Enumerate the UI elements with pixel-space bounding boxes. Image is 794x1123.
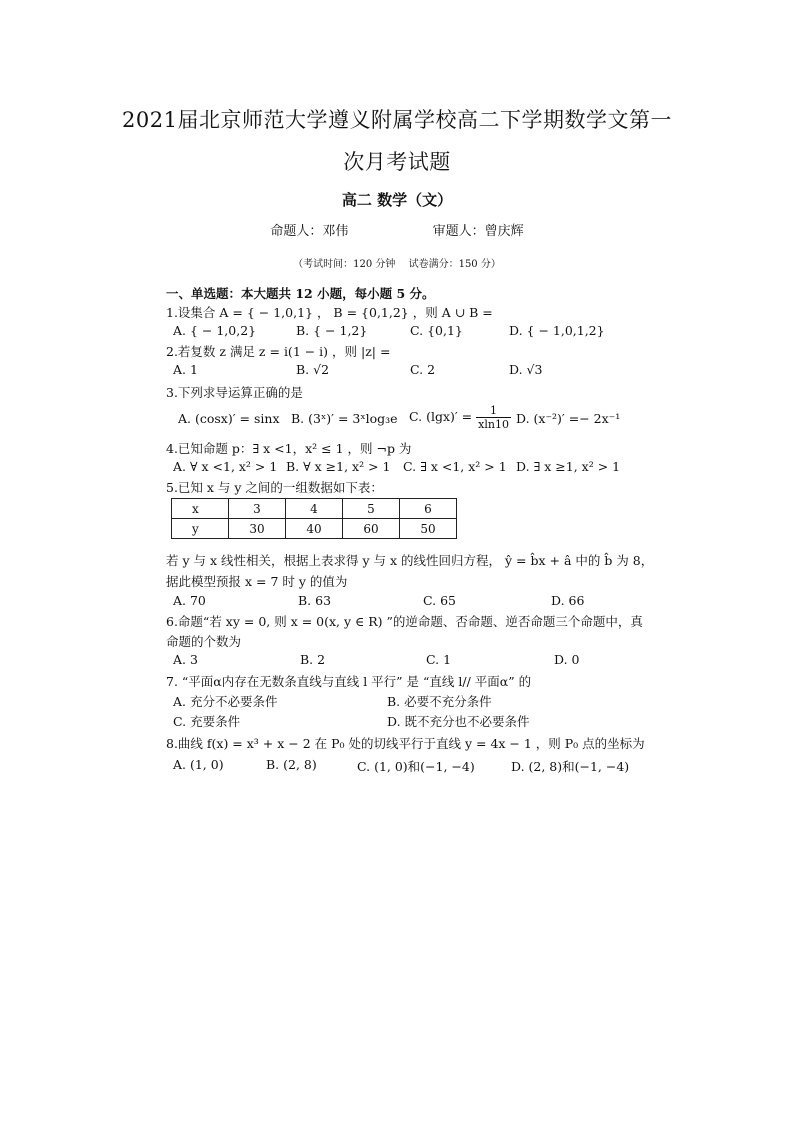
question-5-stem: 5.已知 x 与 y 之间的一组数据如下表： xyxy=(166,480,383,495)
question-7-option-c: C. 充要条件 xyxy=(173,714,241,729)
question-3-option-b: B. (3ˣ)′ = 3ˣlog₃e xyxy=(291,411,398,426)
question-7-stem: 7. “平面α内存在无数条直线与直线 l 平行” 是 “直线 l// 平面α” 的 xyxy=(166,674,532,689)
question-1-stem: 1.设集合 A = { − 1,0,1} ， B = {0,1,2} ，则 A ∪ B = xyxy=(166,305,493,320)
question-7-option-d: D. 既不充分也不必要条件 xyxy=(387,714,530,729)
table-cell: 50 xyxy=(400,519,457,539)
question-1-option-a: A. { − 1,0,2} xyxy=(173,323,257,338)
question-3-stem: 3.下列求导运算正确的是 xyxy=(166,385,303,400)
section-heading: 一、单选题：本大题共 12 小题，每小题 5 分。 xyxy=(166,286,435,301)
question-2-option-c: C. 2 xyxy=(410,362,436,377)
question-5-option-b: B. 63 xyxy=(298,593,332,608)
question-6-option-a: A. 3 xyxy=(173,652,198,667)
table-cell: 40 xyxy=(286,519,343,539)
table-cell: 30 xyxy=(229,519,286,539)
data-table xyxy=(171,498,457,539)
question-8-option-a: A. (1, 0) xyxy=(173,757,224,772)
question-4-option-b: B. ∀ x ≥1, x² > 1 xyxy=(286,459,391,474)
table-cell: x xyxy=(172,499,229,519)
author-line xyxy=(0,220,794,239)
table-row xyxy=(172,499,457,519)
question-1-option-d: D. { − 1,0,1,2} xyxy=(509,323,605,338)
fraction-denominator: xln10 xyxy=(478,418,509,431)
question-3-option-c-label: C. (lgx)′ = xyxy=(409,409,473,424)
exam-title-line-1: 2021届北京师范大学遵义附属学校高二下学期数学文第一 xyxy=(122,108,672,132)
table-cell: 60 xyxy=(343,519,400,539)
exam-subtitle: 高二 数学（文） xyxy=(341,191,453,209)
fraction-numerator: 1 xyxy=(476,404,511,418)
question-6-option-c: C. 1 xyxy=(426,652,452,667)
exam-info: （考试时间：120 分钟 试卷满分：150 分） xyxy=(293,259,501,270)
question-6-stem-1: 6.命题“若 xy = 0, 则 x = 0(x, y ∈ R) ”的逆命题、否命题、逆否命题三个命题中，真 xyxy=(166,614,643,629)
question-4-option-c: C. ∃ x <1, x² > 1 xyxy=(403,459,507,474)
table-cell: 3 xyxy=(229,499,286,519)
question-1-option-b: B. { − 1,2} xyxy=(296,323,368,338)
question-8-option-d: D. (2, 8)和(−1, −4) xyxy=(511,759,630,774)
question-8-option-b: B. (2, 8) xyxy=(266,757,317,772)
question-5-text-2: 据此模型预报 x = 7 时 y 的值为 xyxy=(166,574,348,589)
question-2-option-d: D. √3 xyxy=(509,362,543,377)
exam-title-line-2: 次月考试题 xyxy=(343,150,451,174)
question-2-option-a: A. 1 xyxy=(173,362,198,377)
question-4-stem: 4.已知命题 p：∃ x <1，x² ≤ 1 ，则 ¬p 为 xyxy=(166,441,412,456)
question-7-option-a: A. 充分不必要条件 xyxy=(173,694,278,709)
question-5-option-c: C. 65 xyxy=(423,593,456,608)
question-3-option-d: D. (x⁻²)′ =− 2x⁻¹ xyxy=(516,411,621,426)
table-cell: 6 xyxy=(400,499,457,519)
question-6-option-d: D. 0 xyxy=(554,652,580,667)
question-8-option-c: C. (1, 0)和(−1, −4) xyxy=(357,759,475,774)
question-4-option-a: A. ∀ x <1, x² > 1 xyxy=(173,459,278,474)
question-2-stem: 2.若复数 z 满足 z = i(1 − i) ，则 |z| = xyxy=(166,344,391,359)
question-4-option-d: D. ∃ x ≥1, x² > 1 xyxy=(516,459,621,474)
question-7-option-b: B. 必要不充分条件 xyxy=(387,694,492,709)
question-6-stem-2: 命题的个数为 xyxy=(166,634,242,649)
question-6-option-b: B. 2 xyxy=(300,652,326,667)
table-row xyxy=(172,519,457,539)
question-5-option-a: A. 70 xyxy=(173,593,206,608)
reviewer-name: 审题人：曾庆辉 xyxy=(432,224,524,239)
question-1-option-c: C. {0,1} xyxy=(410,323,463,338)
question-5-text-1: 若 y 与 x 线性相关，根据上表求得 y 与 x 的线性回归方程， ŷ = b̂x + â 中的 b̂ 为 8， xyxy=(166,553,654,568)
question-3-fraction xyxy=(476,404,511,431)
question-2-option-b: B. √2 xyxy=(296,362,330,377)
table-cell: y xyxy=(172,519,229,539)
table-cell: 4 xyxy=(286,499,343,519)
table-cell: 5 xyxy=(343,499,400,519)
author-name: 命题人：邓伟 xyxy=(270,224,349,239)
question-8-stem: 8.曲线 f(x) = x³ + x − 2 在 P₀ 处的切线平行于直线 y = 4x − 1 ，则 P₀ 点的坐标为 xyxy=(166,736,645,751)
question-3-option-a: A. (cosx)′ = sinx xyxy=(178,411,280,426)
question-5-option-d: D. 66 xyxy=(551,593,585,608)
question-3-option-c xyxy=(409,404,511,431)
